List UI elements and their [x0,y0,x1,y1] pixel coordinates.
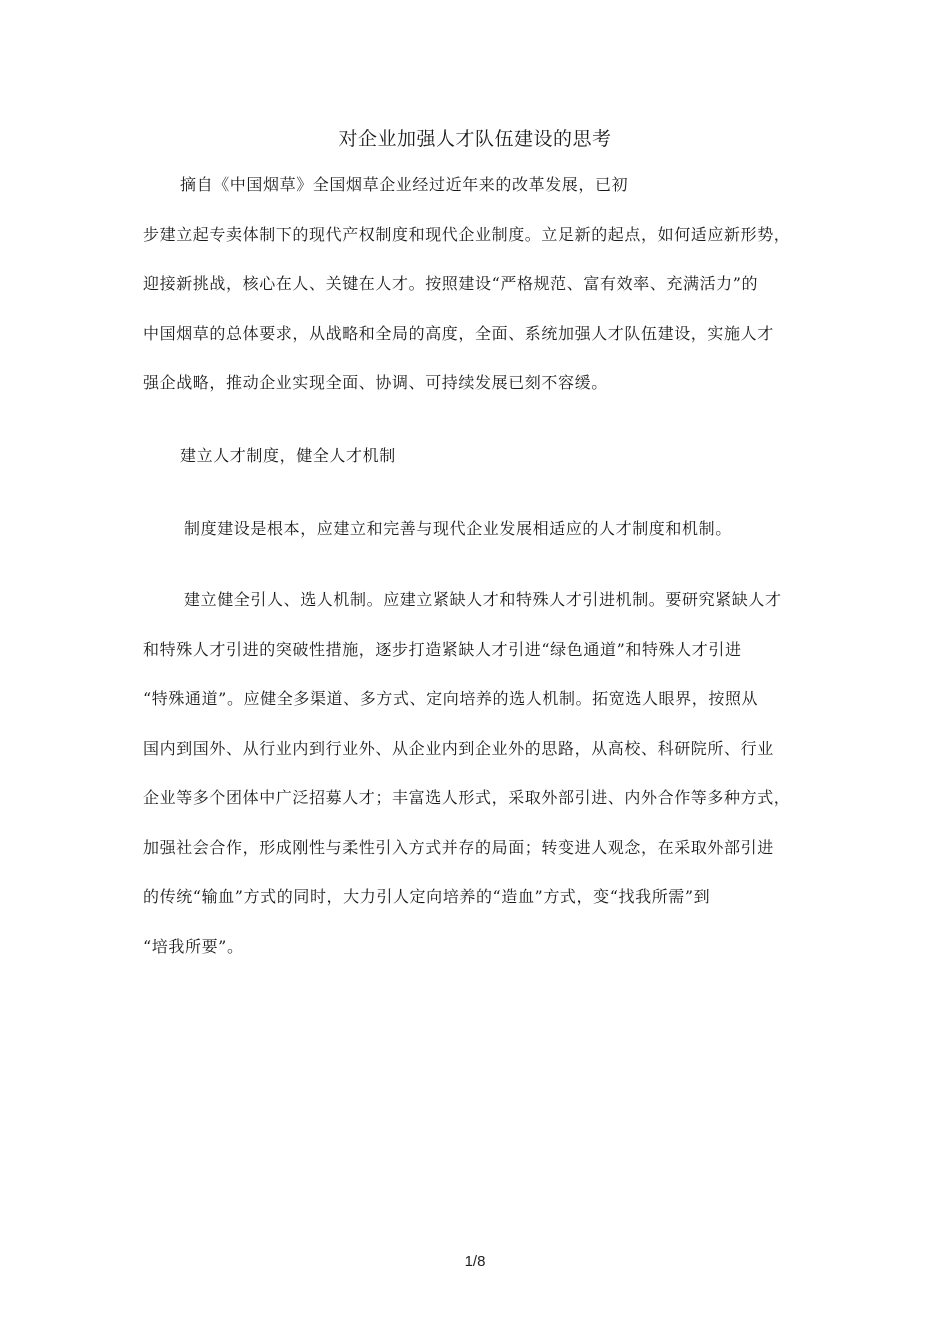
body-line: 建立健全引人、选人机制。应建立紧缺人才和特殊人才引进机制。要研究紧缺人才 [184,590,782,609]
document-title: 对企业加强人才队伍建设的思考 [338,128,612,150]
intro-line: 摘自《中国烟草》全国烟草企业经过近年来的改革发展，已初 [180,175,629,194]
body-line: 国内到国外、从行业内到行业外、从企业内到企业外的思路，从高校、科研院所、行业 [143,739,774,758]
body-line: 和特殊人才引进的突破性措施，逐步打造紧缺人才引进“绿色通道”和特殊人才引进 [143,640,742,659]
body-line: 的传统“输血”方式的同时，大力引人定向培养的“造血”方式，变“找我所需”到 [143,887,711,906]
page-number: 1/8 [464,1253,486,1270]
section-summary: 制度建设是根本，应建立和完善与现代企业发展相适应的人才制度和机制。 [184,519,732,538]
body-line: “培我所要”。 [143,937,244,956]
intro-line: 迎接新挑战，核心在人、关键在人才。按照建设“严格规范、富有效率、充满活力”的 [143,274,759,293]
intro-line: 中国烟草的总体要求，从战略和全局的高度，全面、系统加强人才队伍建设，实施人才 [143,324,774,343]
body-line: “特殊通道”。应健全多渠道、多方式、定向培养的选人机制。拓宽选人眼界，按照从 [143,689,759,708]
section-heading: 建立人才制度，健全人才机制 [180,446,396,465]
intro-line: 步建立起专卖体制下的现代产权制度和现代企业制度。立足新的起点，如何适应新形势， [143,225,791,244]
intro-line: 强企战略，推动企业实现全面、协调、可持续发展已刻不容缓。 [143,373,608,392]
body-line: 加强社会合作，形成刚性与柔性引入方式并存的局面；转变进人观念，在采取外部引进 [143,838,774,857]
body-line: 企业等多个团体中广泛招募人才；丰富选人形式，采取外部引进、内外合作等多种方式， [143,788,791,807]
